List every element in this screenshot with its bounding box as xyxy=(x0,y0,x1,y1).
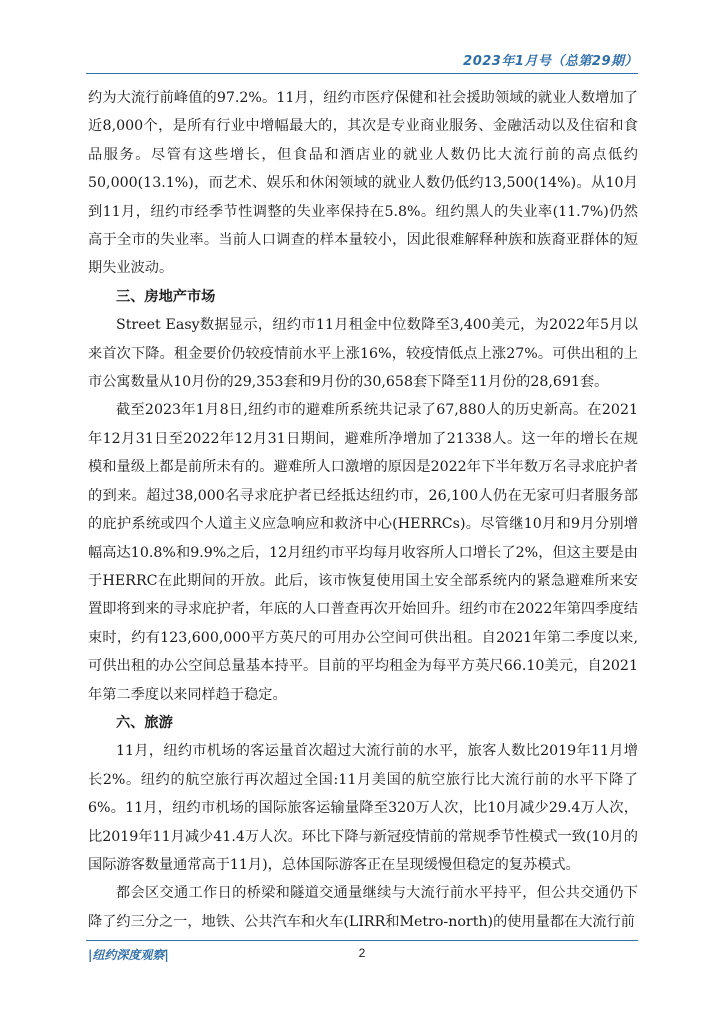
section-heading-real-estate: 三、房地产市场 xyxy=(116,288,216,305)
paragraph-rent: Street Easy数据显示，纽约市11月租金中位数降至3,400美元，为2022年5月以来首次下降。租金要价仍较疫情前水平上涨16%，较疫情低点上涨27%。可供出租的上市公寓数量从10月份的29,353套和9月份的30,658套下降至11月份的28,691套。 xyxy=(88,317,638,391)
section-heading-tourism: 六、旅游 xyxy=(116,714,173,731)
paragraph-transit: 都会区交通工作日的桥梁和隧道交通量继续与大流行前水平持平，但公共交通仍下降了约三分之一，地铁、公共汽车和火车(LIRR和Metro-north)的使用量都在大流行前 xyxy=(88,885,638,930)
paragraph-air-travel: 11月，纽约市机场的客运量首次超过大流行前的水平，旅客人数比2019年11月增长2%。纽约的航空旅行再次超过全国:11月美国的航空旅行比大流行前的水平下降了6%。11月，纽约市机场的国际旅客运输量降至320万人次，比10月减少29.4万人次，比2019年11月减少41.4万人次。环比下降与新冠疫情前的常规季节性模式一致(10月的国际游客数量通常高于11月)，总体国际游客正在呈现缓慢但稳定的复苏模式。 xyxy=(88,743,638,873)
footer-divider xyxy=(86,940,638,941)
paragraph-shelter: 截至2023年1月8日,纽约市的避难所系统共记录了67,880人的历史新高。在2021年12月31日至2022年12月31日期间，避难所净增加了21338人。这一年的增长在规模和量级上都是前所未有的。避难所人口激增的原因是2022年下半年数万名寻求庇护者的到来。超过38,000名寻求庇护者已经抵达纽约市，26,100人仍在无家可归者服务部的庇护系统或四个人道主义应急响应和救济中心(HERRCs)。尽管继10月和9月分别增幅高达10.8%和9.9%之后，12月纽约市平均每月收容所人口增长了2%，但这主要是由于HERRC在此期间的开放。此后，该市恢复使用国土安全部系统内的紧急避难所来安置即将到来的寻求庇护者，年底的人口普查再次开始回升。纽约市在2022年第四季度结束时，约有123,600,000平方英尺的可用办公空间可供出租。自2021年第二季度以来,可供出租的办公空间总量基本持平。目前的平均租金为每平方英尺66.10美元，自2021年第二季度以来同样趋于稳定。 xyxy=(88,402,638,703)
publication-name: |纽约深度观察| xyxy=(88,948,169,962)
document-body xyxy=(88,84,638,936)
issue-title: 2023年1月号（总第29期） xyxy=(463,54,638,69)
page-number: 2 xyxy=(358,946,366,960)
paragraph-employment: 约为大流行前峰值的97.2%。11月，纽约市医疗保健和社会援助领域的就业人数增加了近8,000个，是所有行业中增幅最大的，其次是专业商业服务、金融活动以及住宿和食品服务。尽管有这些增长，但食品和酒店业的就业人数仍比大流行前的高点低约50,000(13.1%)，而艺术、娱乐和休闲领域的就业人数仍低约13,500(14%)。从10月到11月，纽约市经季节性调整的失业率保持在5.8%。纽约黑人的失业率(11.7%)仍然高于全市的失业率。当前人口调查的样本量较小，因此很难解释种族和族裔亚群体的短期失业波动。 xyxy=(88,90,638,277)
header-divider xyxy=(86,73,638,74)
